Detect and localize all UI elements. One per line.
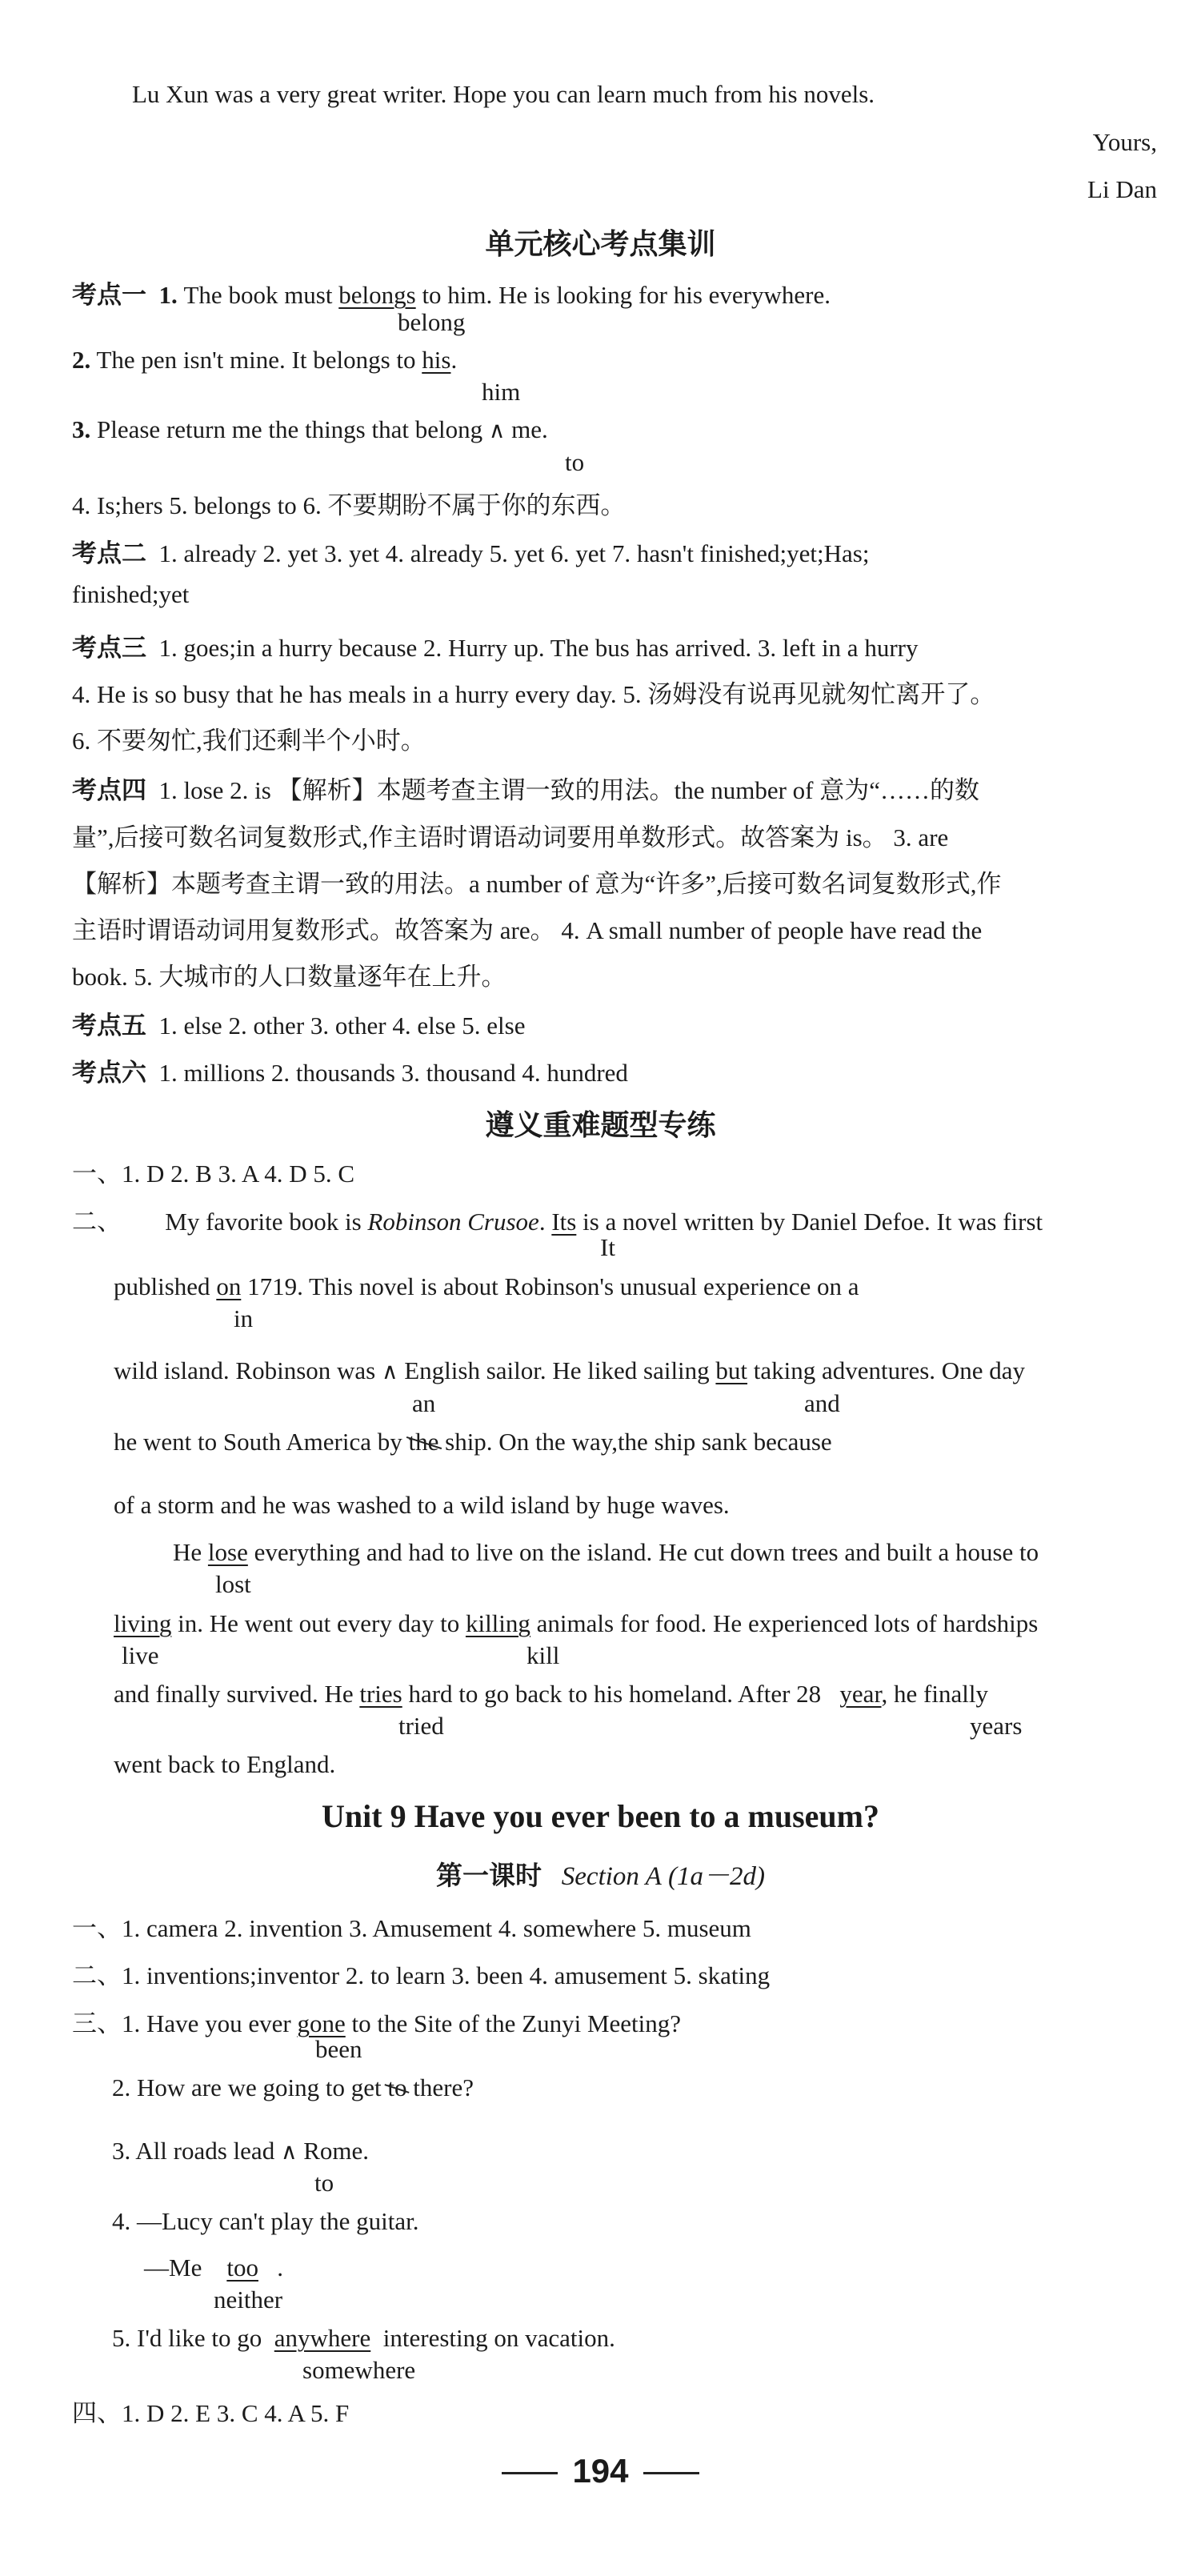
book-title: Robinson Crusoe <box>367 1208 539 1236</box>
wrong-word: tries <box>359 1680 402 1708</box>
text: me. <box>511 415 548 443</box>
passage-line-2 <box>114 1272 859 1301</box>
wrong-word: lose <box>207 1538 248 1566</box>
wrong-word: killing <box>465 1609 530 1637</box>
text: Have you ever <box>146 2009 291 2037</box>
wrong-word: belongs <box>338 281 416 309</box>
insert-caret: ∧ <box>381 1358 398 1384</box>
wrong-word: Its <box>551 1208 577 1236</box>
text: taking adventures. One day <box>753 1356 1025 1384</box>
text: Please return me the things that belong <box>97 415 483 443</box>
wrong-word: but <box>715 1356 748 1384</box>
correction: been <box>315 2035 362 2063</box>
passage-line-9: went back to England. <box>114 1750 336 1778</box>
correction: kill <box>526 1641 560 1669</box>
text: The book must <box>183 281 333 309</box>
text: . <box>538 1208 546 1236</box>
correction: years <box>970 1712 1023 1740</box>
wrong-word: too <box>226 2253 258 2282</box>
text: English sailor. He liked sailing <box>404 1356 710 1384</box>
correction: to <box>314 2169 334 2197</box>
q-num: 3. <box>112 2137 131 2165</box>
text: he went to South America by <box>114 1428 402 1456</box>
dash-right <box>643 2472 699 2474</box>
k4-line4: 主语时谓语动词用复数形式。故答案为 are。 4. A small number of people have read the <box>72 916 983 944</box>
lesson-cn: 第一课时 <box>436 1862 542 1891</box>
passage-line-7 <box>114 1609 1038 1638</box>
k2-label: 考点二 <box>72 539 146 567</box>
section-title-core: 单元核心考点集训 <box>485 228 716 260</box>
lesson-range: (1a－2d) <box>667 1862 765 1891</box>
text: to him. He is looking for his everywhere. <box>422 281 831 309</box>
text: is a novel written by Daniel Defoe. It was first <box>582 1208 1043 1236</box>
text: in. He went out every day to <box>178 1609 460 1637</box>
text: . <box>450 346 458 374</box>
correction: It <box>600 1233 615 1261</box>
q-num: 2. <box>72 346 91 374</box>
k5-label: 考点五 <box>72 1012 146 1040</box>
passage-line-8 <box>114 1680 988 1709</box>
wrong-word: gone <box>297 2009 346 2037</box>
text: published <box>114 1272 210 1300</box>
wrong-word: on <box>216 1272 242 1300</box>
passage-line-3 <box>114 1356 1025 1385</box>
k3-line2: 4. He is so busy that he has meals in a hurry every day. 5. 汤姆没有说再见就匆忙离开了。 <box>72 680 995 708</box>
text: hard to go back to his homeland. After 28 <box>408 1680 822 1708</box>
correction: belong <box>398 308 466 336</box>
text: interesting on vacation. <box>382 2324 615 2352</box>
wrong-word: his <box>422 346 451 374</box>
passage-line-6 <box>173 1538 1039 1567</box>
correction: and <box>804 1389 840 1417</box>
part-label: 三、1. <box>72 2009 141 2037</box>
k2-line1 <box>72 533 869 569</box>
text: I'd like to go <box>137 2324 262 2352</box>
k6-label: 考点六 <box>72 1059 146 1087</box>
text: My favorite book is <box>165 1208 362 1236</box>
lesson-en: Section A <box>561 1862 662 1891</box>
text: He <box>173 1538 202 1566</box>
k1-q3 <box>72 415 548 444</box>
unit-q3 <box>112 2137 369 2165</box>
unit-q1 <box>72 2003 681 2039</box>
section-title-zunyi: 遵义重难题型专练 <box>485 1109 716 1141</box>
correction: tried <box>398 1712 444 1740</box>
correction: live <box>122 1641 159 1669</box>
deleted-word: the <box>408 1428 439 1456</box>
text: . <box>277 2253 283 2282</box>
text: , he finally <box>881 1680 988 1708</box>
sec2-p1: 一、1. D 2. B 3. A 4. D 5. C <box>72 1160 355 1188</box>
correction: neither <box>214 2286 283 2314</box>
lesson-title <box>0 1855 1201 1893</box>
k4-line3: 【解析】本题考查主谓一致的用法。a number of 意为“许多”,后接可数名词复数形式,作 <box>72 870 1002 898</box>
passage-line-4 <box>114 1428 832 1456</box>
unit-q4b <box>144 2253 283 2282</box>
passage-line-1 <box>72 1201 1043 1237</box>
passage-line-5: of a storm and he was washed to a wild island by huge waves. <box>114 1491 730 1519</box>
q-num: 3. <box>72 415 91 443</box>
correction: to <box>565 448 585 476</box>
k4-line2: 量”,后接可数名词复数形式,作主语时谓语动词要用单数形式。故答案为 is。 3. are <box>72 823 949 851</box>
text: wild island. Robinson was <box>114 1356 376 1384</box>
k1-label: 考点一 <box>72 281 146 309</box>
k4-label: 考点四 <box>72 776 146 804</box>
wrong-word: year <box>839 1680 882 1708</box>
letter-line: Lu Xun was a very great writer. Hope you can learn much from his novels. <box>132 80 875 108</box>
correction: an <box>412 1389 436 1417</box>
text: The pen isn't mine. It belongs to <box>96 346 416 374</box>
k6-line1 <box>72 1052 628 1088</box>
k3-label: 考点三 <box>72 634 146 662</box>
q-num: 5. <box>112 2324 131 2352</box>
text: there? <box>413 2073 474 2101</box>
text: 1. already 2. yet 3. yet 4. already 5. yet 6. yet 7. hasn't finished;yet;Has; <box>158 539 870 567</box>
text: 1. lose 2. is 【解析】本题考查主谓一致的用法。the number of 意为“……的数 <box>158 776 980 804</box>
k4-line1 <box>72 770 979 806</box>
letter-signature: Li Dan <box>1087 175 1157 203</box>
text: 1719. This novel is about Robinson's unusual experience on a <box>247 1272 859 1300</box>
part-label: 二、 <box>72 1208 122 1236</box>
unit-q5 <box>112 2324 615 2353</box>
text: —Me <box>144 2253 202 2282</box>
unit-q2 <box>112 2073 474 2102</box>
correction: in <box>234 1304 254 1332</box>
k1-q1 <box>72 274 831 310</box>
text: Rome. <box>303 2137 369 2165</box>
dash-left <box>502 2472 558 2474</box>
q-num: 2. <box>112 2073 131 2101</box>
correction: somewhere <box>302 2356 416 2384</box>
unit-p2: 二、1. inventions;inventor 2. to learn 3. been 4. amusement 5. skating <box>72 1961 771 1989</box>
q-num: 4. <box>112 2207 131 2235</box>
text: All roads lead <box>135 2137 275 2165</box>
text: everything and had to live on the island. He cut down trees and built a house to <box>254 1538 1039 1566</box>
text: and finally survived. He <box>114 1680 354 1708</box>
k3-line3: 6. 不要匆忙,我们还剩半个小时。 <box>72 727 426 755</box>
unit-p1: 一、1. camera 2. invention 3. Amusement 4. somewhere 5. museum <box>72 1914 751 1942</box>
unit-p4: 四、1. D 2. E 3. C 4. A 5. F <box>72 2399 350 2427</box>
text: 1. goes;in a hurry because 2. Hurry up. The bus has arrived. 3. left in a hurry <box>158 634 919 662</box>
wrong-word: living <box>114 1609 172 1637</box>
insert-caret: ∧ <box>280 2138 298 2165</box>
insert-caret: ∧ <box>488 417 506 443</box>
text: animals for food. He experienced lots of hardships <box>536 1609 1039 1637</box>
page-number-text: 194 <box>572 2452 629 2490</box>
k1-q2 <box>72 346 457 375</box>
unit-q4a <box>112 2207 419 2236</box>
k5-line1 <box>72 1005 525 1041</box>
text: to the Site of the Zunyi Meeting? <box>351 2009 682 2037</box>
correction: him <box>482 378 521 406</box>
k4-line5: book. 5. 大城市的人口数量逐年在上升。 <box>72 963 506 991</box>
unit-title: Unit 9 Have you ever been to a museum? <box>322 1798 879 1834</box>
k3-line1 <box>72 627 918 663</box>
text: —Lucy can't play the guitar. <box>137 2207 419 2235</box>
text: How are we going to get <box>137 2073 382 2101</box>
text: 1. else 2. other 3. other 4. else 5. else <box>158 1012 526 1040</box>
k1-q4: 4. Is;hers 5. belongs to 6. 不要期盼不属于你的东西。 <box>72 491 626 519</box>
deleted-word: to <box>387 2073 407 2101</box>
page-number <box>0 2452 1201 2490</box>
k2-line2: finished;yet <box>72 580 190 608</box>
letter-closing: Yours, <box>1092 128 1157 156</box>
text: ship. On the way,the ship sank because <box>445 1428 832 1456</box>
q-num: 1. <box>158 281 178 309</box>
wrong-word: anywhere <box>274 2324 371 2352</box>
correction: lost <box>215 1570 251 1598</box>
text: 1. millions 2. thousands 3. thousand 4. hundred <box>158 1059 628 1087</box>
